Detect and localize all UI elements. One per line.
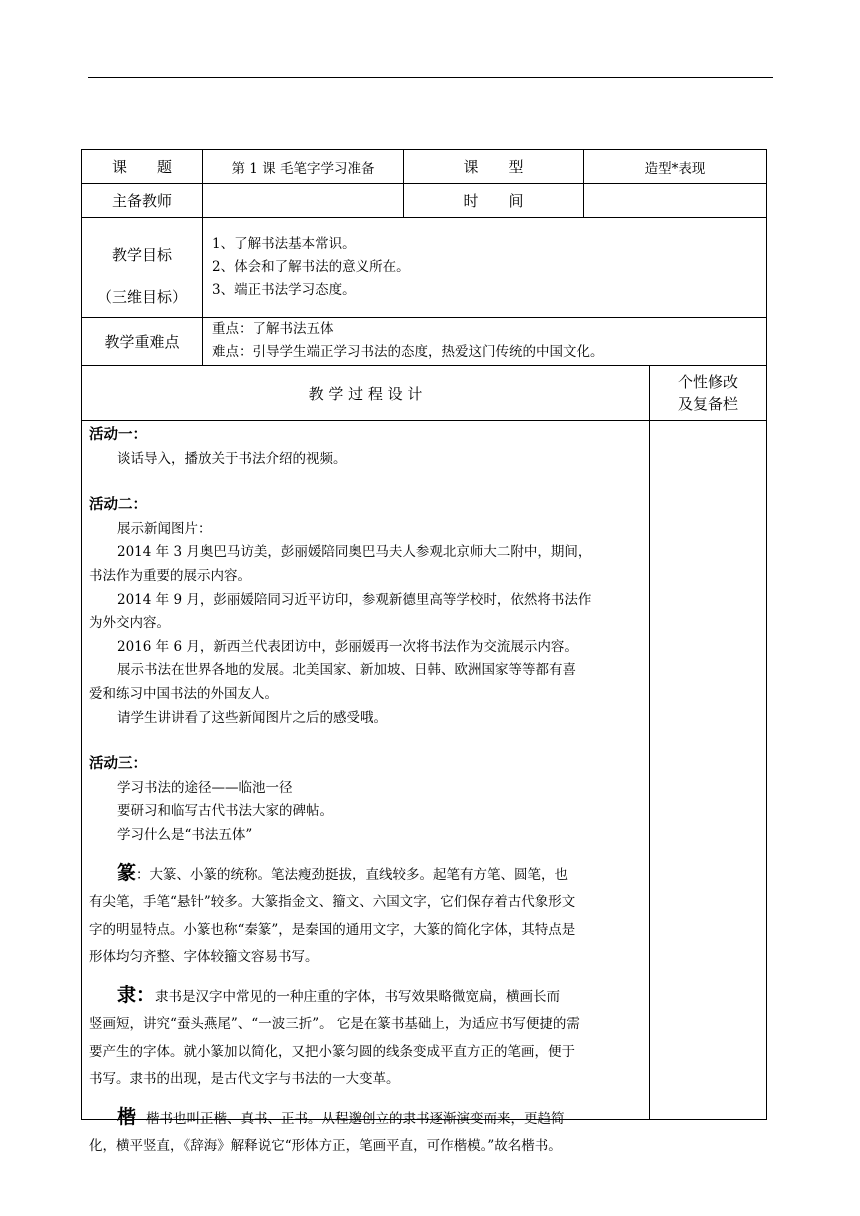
activity3-line: 学习书法的途径——临池一径 — [117, 779, 293, 796]
teacher-label: 主备教师 — [111, 192, 172, 210]
type-value: 造型*表现 — [644, 160, 706, 177]
type-label: 课 型 — [463, 158, 524, 176]
zhuan-line: 字的明显特点。小篆也称“秦篆”，是秦国的通用文字，大篆的简化字体，其特点是 — [89, 921, 576, 938]
activity2-line: 展示书法在世界各地的发展。北美国家、新加坡、日韩、欧洲国家等等都有喜 — [117, 662, 576, 679]
keypoints-list — [212, 318, 762, 364]
goals-label: 教学目标 — [111, 246, 172, 264]
table-border — [81, 420, 767, 421]
side-column-title — [650, 366, 766, 420]
header-rule — [88, 77, 773, 78]
li-line: 隶书是汉字中常见的一种庄重的字体，书写效果略微宽扁，横画长而 — [155, 988, 561, 1005]
process-content — [89, 424, 647, 1161]
keypoints-label: 教学重难点 — [104, 333, 180, 351]
topic-label: 课 题 — [111, 158, 172, 176]
goal-item: 1、了解书法基本常识。 — [212, 236, 356, 252]
table-border — [649, 365, 650, 1120]
kai-char: 楷 — [117, 1105, 137, 1128]
li-line: 书写。隶书的出现，是古代文字与书法的一大变革。 — [89, 1071, 400, 1087]
activity2-line: 2014 年 9 月，彭丽媛陪同习近平访印，参观新德里高等学校时，依然将书法作 — [117, 591, 592, 608]
kai-paragraph — [89, 1104, 647, 1134]
zhuan-line: 形体均匀齐整、字体较籀文容易书写。 — [89, 949, 319, 965]
activity2-line: 书法作为重要的展示内容。 — [89, 567, 251, 584]
goal-item: 3、端正书法学习态度。 — [212, 282, 356, 298]
activity1-heading: 活动一： — [89, 427, 147, 443]
goal-item: 2、体会和了解书法的意义所在。 — [212, 259, 410, 275]
goals-list — [212, 233, 752, 302]
li-paragraph — [89, 982, 647, 1012]
teacher-value — [203, 184, 403, 217]
activity2-heading: 活动二： — [89, 497, 147, 514]
process-title: 教 学 过 程 设 计 — [308, 384, 423, 403]
kai-line: 化，横平竖直，《辞海》解释说它“形体方正，笔画平直，可作楷模。”故名楷书。 — [89, 1138, 562, 1154]
zhuan-line: ：大篆、小篆的统称。笔法瘦劲挺拔，直线较多。起笔有方笔、圆笔，也 — [136, 866, 569, 883]
li-line: 要产生的字体。就小篆加以简化，又把小篆匀圆的线条变成平直方正的笔画，便于 — [89, 1043, 575, 1060]
zhuan-char: 篆 — [117, 861, 137, 884]
activity3-line: 学习什么是“书法五体” — [117, 826, 253, 843]
li-char: 隶： — [117, 983, 156, 1006]
kai-line: 楷书也叫正楷、真书、正书。从程邈创立的隶书逐渐演变而来，更趋简 — [146, 1110, 565, 1127]
activity1-line: 谈话导入，播放关于书法介绍的视频。 — [117, 450, 347, 467]
activity2-line: 爱和练习中国书法的外国友人。 — [89, 685, 278, 702]
time-label: 时 间 — [463, 192, 524, 210]
keypoint-item: 难点：引导学生端正学习书法的态度，热爱这门传统的中国文化。 — [212, 344, 604, 360]
li-line: 竖画短，讲究“蚕头燕尾”、“一波三折”。 它是在篆书基础上，为适应书写便捷的需 — [89, 1016, 580, 1032]
time-value — [584, 184, 766, 217]
side-title-line: 个性修改 — [677, 373, 738, 391]
activity2-line: 展示新闻图片： — [117, 520, 212, 537]
table-border — [766, 149, 767, 1120]
keypoint-item: 重点：了解书法五体 — [212, 321, 334, 337]
zhuan-line: 有尖笔，手笔“悬针”较多。大篆指金文、籀文、六国文字，它们保存着古代象形文 — [89, 894, 576, 910]
goals-label-cell — [82, 218, 202, 317]
activity3-line: 要研习和临写古代书法大家的碑帖。 — [117, 803, 333, 820]
activity2-line: 2016 年 6 月，新西兰代表团访中，彭丽媛再一次将书法作为交流展示内容。 — [117, 638, 578, 655]
goals-sublabel: （三维目标） — [96, 288, 187, 306]
side-title-line: 及复备栏 — [677, 395, 738, 413]
activity2-line: 为外交内容。 — [89, 615, 170, 632]
activity2-line: 请学生讲讲看了这些新闻图片之后的感受哦。 — [117, 709, 387, 726]
topic-value: 第 1 课 毛笔字学习准备 — [231, 160, 375, 177]
activity2-line: 2014 年 3 月奥巴马访美，彭丽媛陪同奥巴马夫人参观北京师大二附中，期间， — [117, 544, 592, 561]
activity3-heading: 活动三： — [89, 756, 147, 773]
zhuan-paragraph — [89, 860, 647, 890]
